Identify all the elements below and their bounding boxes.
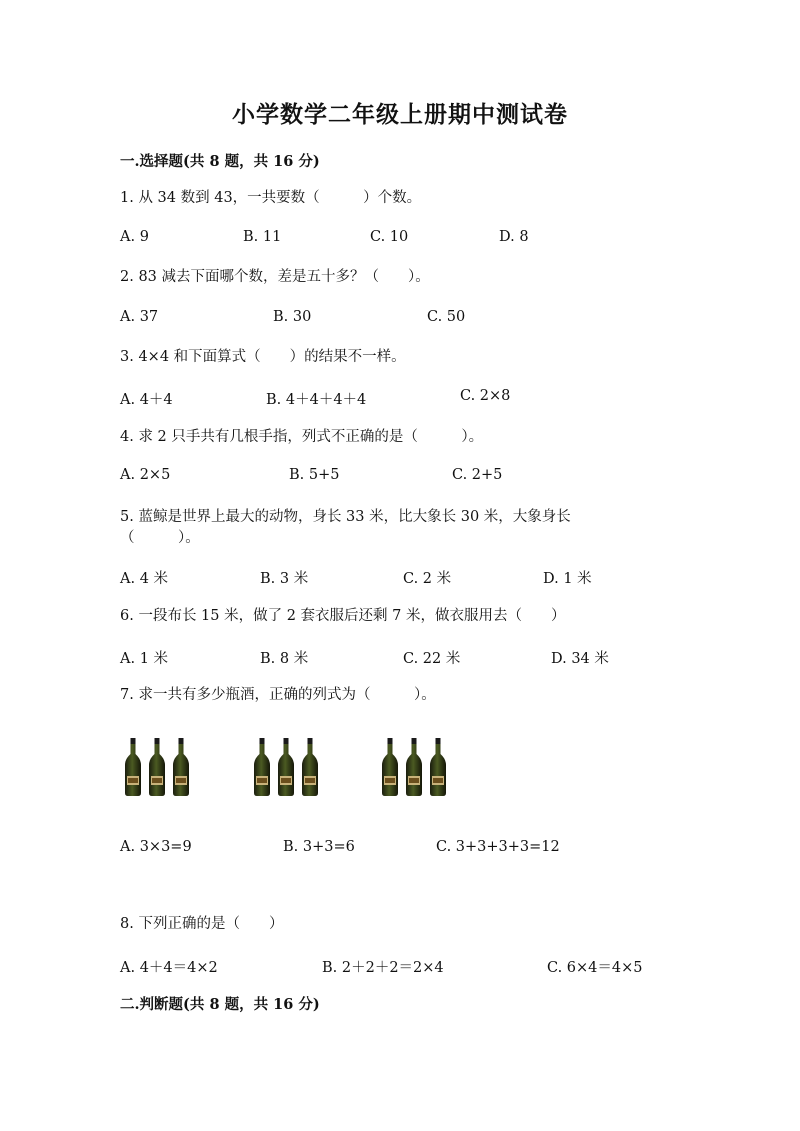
wine-bottle-icon	[429, 738, 447, 796]
question-2: 2. 83 减去下面哪个数，差是五十多？（ ）。	[120, 269, 430, 285]
q3-option-b: B. 4＋4＋4＋4	[266, 392, 367, 408]
q3-option-c: C. 2×8	[460, 388, 511, 404]
wine-bottle-icon	[148, 738, 166, 796]
q1-option-a: A. 9	[120, 229, 149, 245]
question-1: 1. 从 34 数到 43，一共要数（ ）个数。	[120, 190, 422, 206]
q6-option-c: C. 22 米	[403, 651, 461, 667]
question-8: 8. 下列正确的是（ ）	[120, 916, 284, 932]
question-3: 3. 4×4 和下面算式（ ）的结果不一样。	[120, 349, 406, 365]
q2-option-a: A. 37	[120, 309, 159, 325]
wine-bottle-icon	[301, 738, 319, 796]
q4-option-a: A. 2×5	[120, 467, 171, 483]
q5-option-b: B. 3 米	[260, 571, 309, 587]
q2-option-b: B. 30	[273, 309, 312, 325]
wine-bottle-icon	[405, 738, 423, 796]
q5-option-d: D. 1 米	[543, 571, 592, 587]
q5-option-a: A. 4 米	[120, 571, 169, 587]
q7-option-c: C. 3+3+3+3=12	[436, 839, 560, 855]
q1-option-d: D. 8	[499, 229, 529, 245]
page-title: 小学数学二年级上册期中测试卷	[232, 101, 568, 128]
section-heading-judgment: 二.判断题(共 8 题，共 16 分)	[120, 996, 320, 1013]
wine-bottle-icon	[172, 738, 190, 796]
q2-option-c: C. 50	[427, 309, 466, 325]
question-6: 6. 一段布长 15 米，做了 2 套衣服后还剩 7 米，做衣服用去（ ）	[120, 608, 566, 624]
q3-option-a: A. 4＋4	[120, 392, 173, 408]
wine-bottle-icon	[381, 738, 399, 796]
q6-option-b: B. 8 米	[260, 651, 309, 667]
q8-option-b: B. 2＋2＋2＝2×4	[322, 960, 444, 976]
q1-option-b: B. 11	[243, 229, 282, 245]
q6-option-d: D. 34 米	[551, 651, 609, 667]
q4-option-b: B. 5+5	[289, 467, 340, 483]
q1-option-c: C. 10	[370, 229, 409, 245]
q5-option-c: C. 2 米	[403, 571, 452, 587]
question-4: 4. 求 2 只手共有几根手指，列式不正确的是（ ）。	[120, 429, 484, 445]
q6-option-a: A. 1 米	[120, 651, 169, 667]
q4-option-c: C. 2+5	[452, 467, 503, 483]
q8-option-a: A. 4＋4＝4×2	[120, 960, 218, 976]
wine-bottle-icon	[277, 738, 295, 796]
wine-bottle-icon	[124, 738, 142, 796]
section-heading-choice: 一.选择题(共 8 题，共 16 分)	[120, 153, 320, 170]
q7-option-b: B. 3+3=6	[283, 839, 355, 855]
question-7: 7. 求一共有多少瓶酒，正确的列式为（ ）。	[120, 687, 436, 703]
q8-option-c: C. 6×4＝4×5	[547, 960, 643, 976]
wine-bottle-icon	[253, 738, 271, 796]
q7-option-a: A. 3×3=9	[120, 839, 192, 855]
question-5: 5. 蓝鲸是世界上最大的动物，身长 33 米，比大象长 30 米，大象身长（ ）。	[120, 509, 571, 546]
